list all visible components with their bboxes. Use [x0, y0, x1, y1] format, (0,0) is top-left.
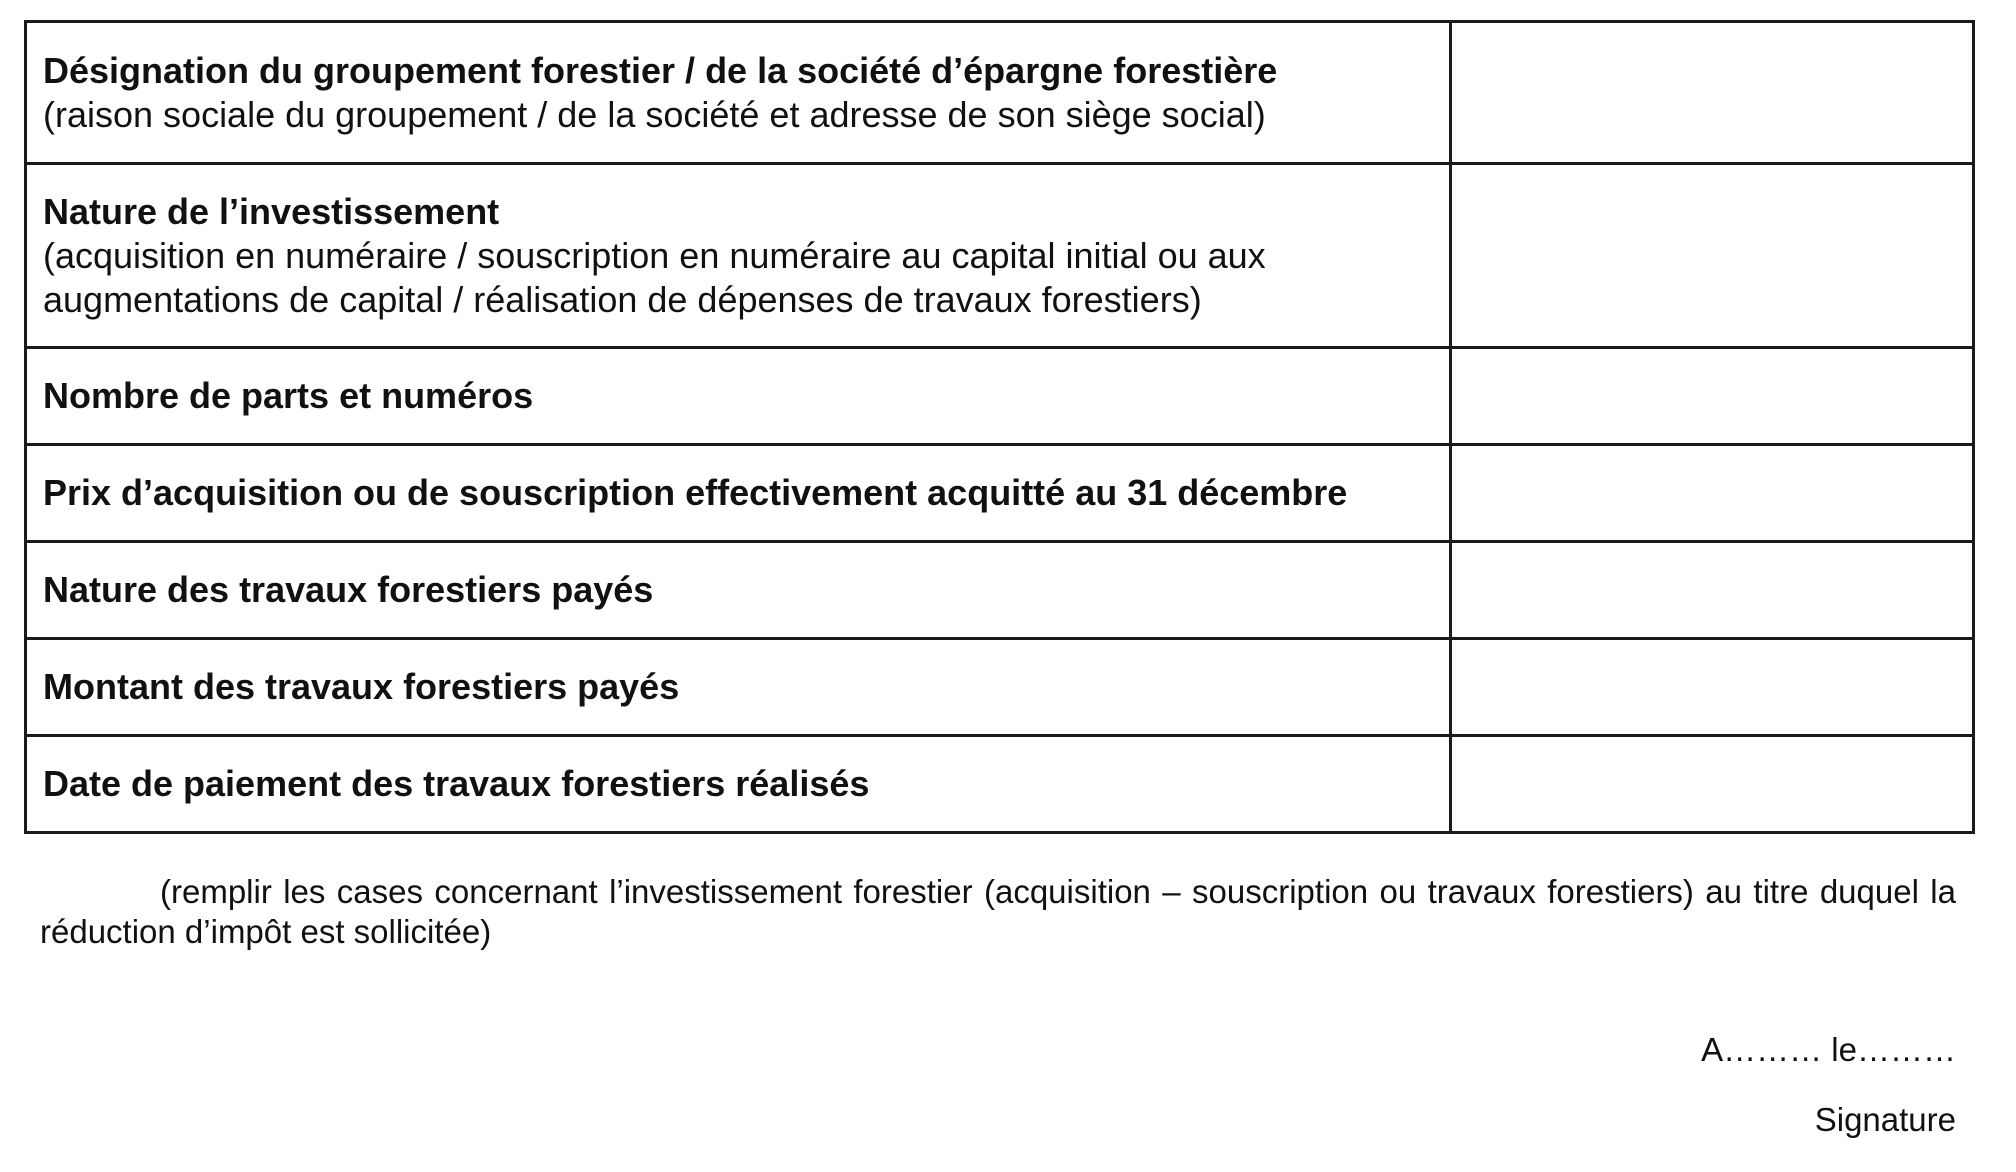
row-label-cell	[26, 542, 1451, 639]
row-label-cell	[26, 736, 1451, 833]
signature-label: Signature	[1814, 1101, 1956, 1138]
row-value-field[interactable]	[1451, 164, 1974, 348]
row-label: Nature de l’investissement	[43, 190, 500, 232]
row-label: Prix d’acquisition ou de souscription effectivement acquitté au 31 décembre	[43, 472, 1348, 513]
row-label-cell	[26, 639, 1451, 736]
row-label: Montant des travaux forestiers payés	[43, 666, 680, 707]
row-value-field[interactable]	[1451, 736, 1974, 833]
row-value-field[interactable]	[1451, 22, 1974, 164]
row-detail: (acquisition en numéraire / souscription en numéraire au capital initial ou aux augmentations de capital / réalisation de dépenses de travaux forestiers)	[43, 234, 1266, 320]
table-row	[26, 348, 1974, 445]
table-row	[26, 22, 1974, 164]
row-label: Date de paiement des travaux forestiers réalisés	[43, 763, 870, 804]
row-label-cell	[26, 348, 1451, 445]
row-value-field[interactable]	[1451, 542, 1974, 639]
row-value-field[interactable]	[1451, 639, 1974, 736]
instruction-note: (remplir les cases concernant l’investissement forestier (acquisition – souscription ou travaux forestiers) au titre duquel la réduction d’impôt est sollicitée)	[40, 873, 1956, 950]
row-value-field[interactable]	[1451, 348, 1974, 445]
row-label: Nature des travaux forestiers payés	[43, 569, 654, 610]
row-detail: (raison sociale du groupement / de la société et adresse de son siège social)	[43, 93, 1266, 135]
row-label: Désignation du groupement forestier / de la société d’épargne forestière	[43, 49, 1278, 91]
table-row	[26, 542, 1974, 639]
row-label-cell	[26, 445, 1451, 542]
table-row	[26, 736, 1974, 833]
row-value-field[interactable]	[1451, 445, 1974, 542]
place-date-line: A……… le………	[1701, 1031, 1956, 1068]
row-label: Nombre de parts et numéros	[43, 375, 534, 416]
table-row	[26, 164, 1974, 348]
row-label-cell	[26, 164, 1451, 348]
investment-form-table	[24, 20, 1975, 834]
table-row	[26, 445, 1974, 542]
table-row	[26, 639, 1974, 736]
row-label-cell	[26, 22, 1451, 164]
